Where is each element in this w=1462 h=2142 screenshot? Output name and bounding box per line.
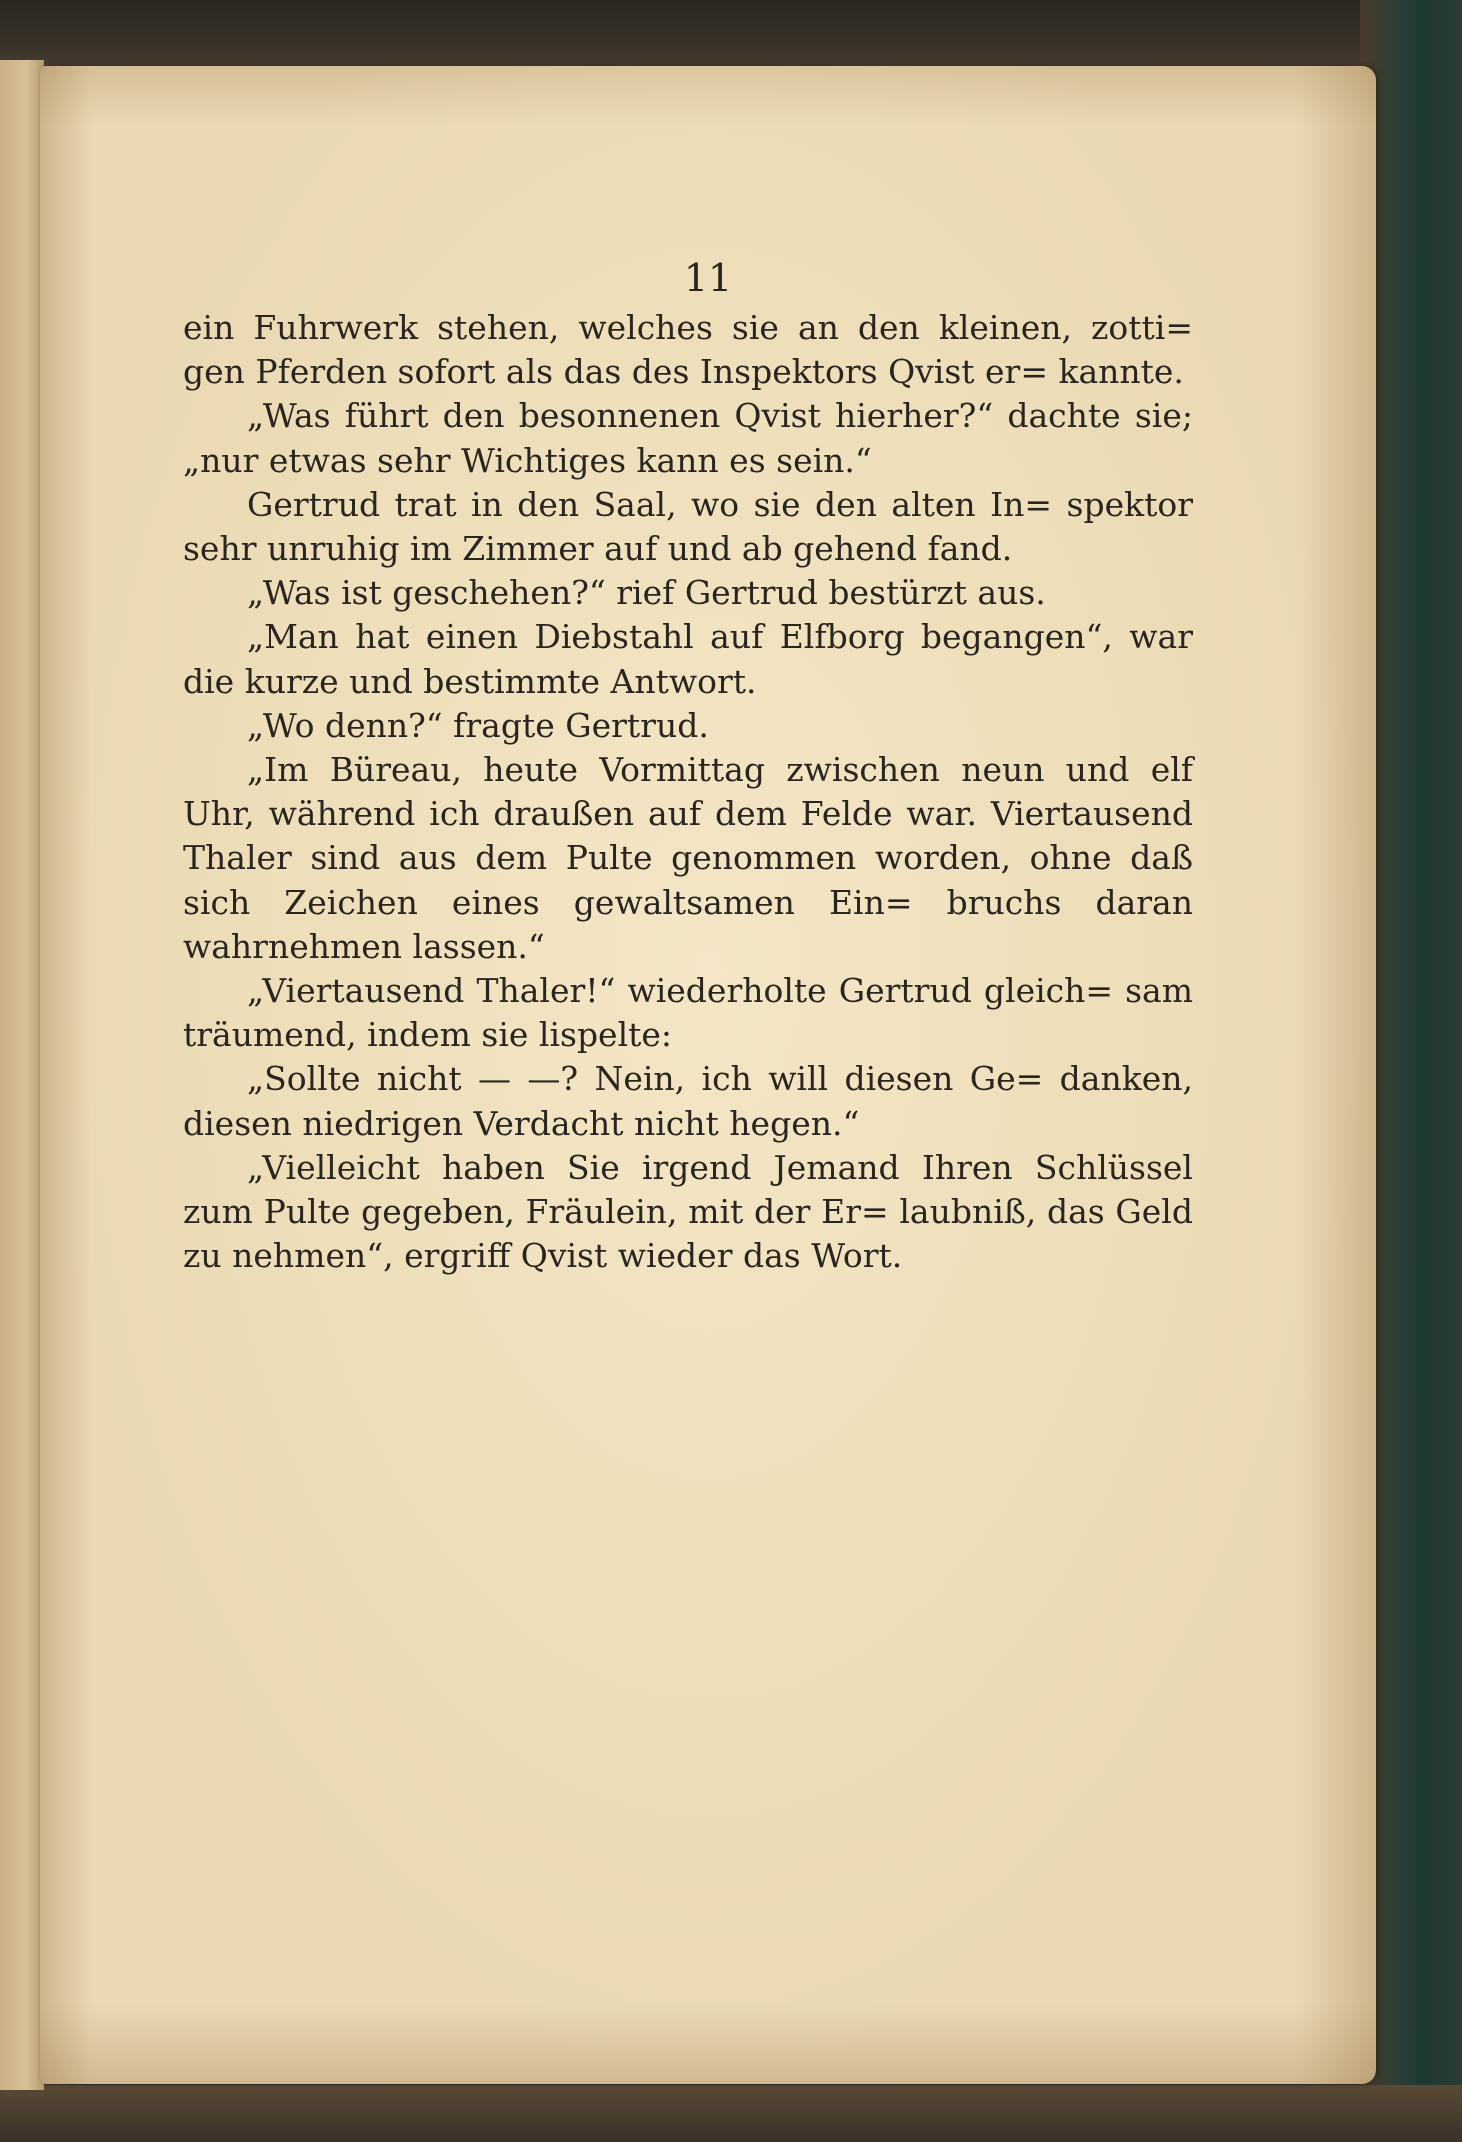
paragraph: „Man hat einen Diebstahl auf Elfborg begangen“, war die kurze und bestimmte Antwort.	[183, 617, 1193, 701]
paragraph: ein Fuhrwerk stehen, welches sie an den kleinen, zotti= gen Pferden sofort als das des Inspektors Qvist er= kannte.	[183, 308, 1193, 392]
page-number: 11	[683, 256, 733, 300]
book-cover-top	[0, 0, 1462, 70]
book-cover-bottom	[0, 2085, 1462, 2142]
paragraph: „Was ist geschehen?“ rief Gertrud bestürzt aus.	[247, 573, 1046, 613]
paragraph: „Viertausend Thaler!“ wiederholte Gertrud gleich= sam träumend, indem sie lispelte:	[183, 971, 1193, 1055]
paragraph: „Im Büreau, heute Vormittag zwischen neun und elf Uhr, während ich draußen auf dem Felde war. Viertausend Thaler sind aus dem Pulte genommen worden, ohne daß sich Zeichen eines gewaltsamen Ein= bruchs daran wahrnehmen lassen.“	[183, 750, 1193, 966]
page-body-text	[183, 306, 1193, 1278]
book-page	[40, 66, 1376, 2084]
paragraph: „Sollte nicht — —? Nein, ich will diesen Ge= danken, diesen niedrigen Verdacht nicht hegen.“	[183, 1059, 1193, 1143]
paragraph: Gertrud trat in den Saal, wo sie den alten In= spektor sehr unruhig im Zimmer auf und ab gehend fand.	[183, 484, 1193, 569]
paragraph: „Vielleicht haben Sie irgend Jemand Ihren Schlüssel zum Pulte gegeben, Fräulein, mit der Er= laubniß, das Geld zu nehmen“, ergriff Qvist wieder das Wort.	[183, 1147, 1193, 1276]
facing-page-edge	[0, 60, 44, 2090]
paragraph: „Was führt den besonnenen Qvist hierher?“ dachte sie; „nur etwas sehr Wichtiges kann es sein.“	[183, 396, 1193, 480]
paragraph: „Wo denn?“ fragte Gertrud.	[247, 705, 709, 745]
